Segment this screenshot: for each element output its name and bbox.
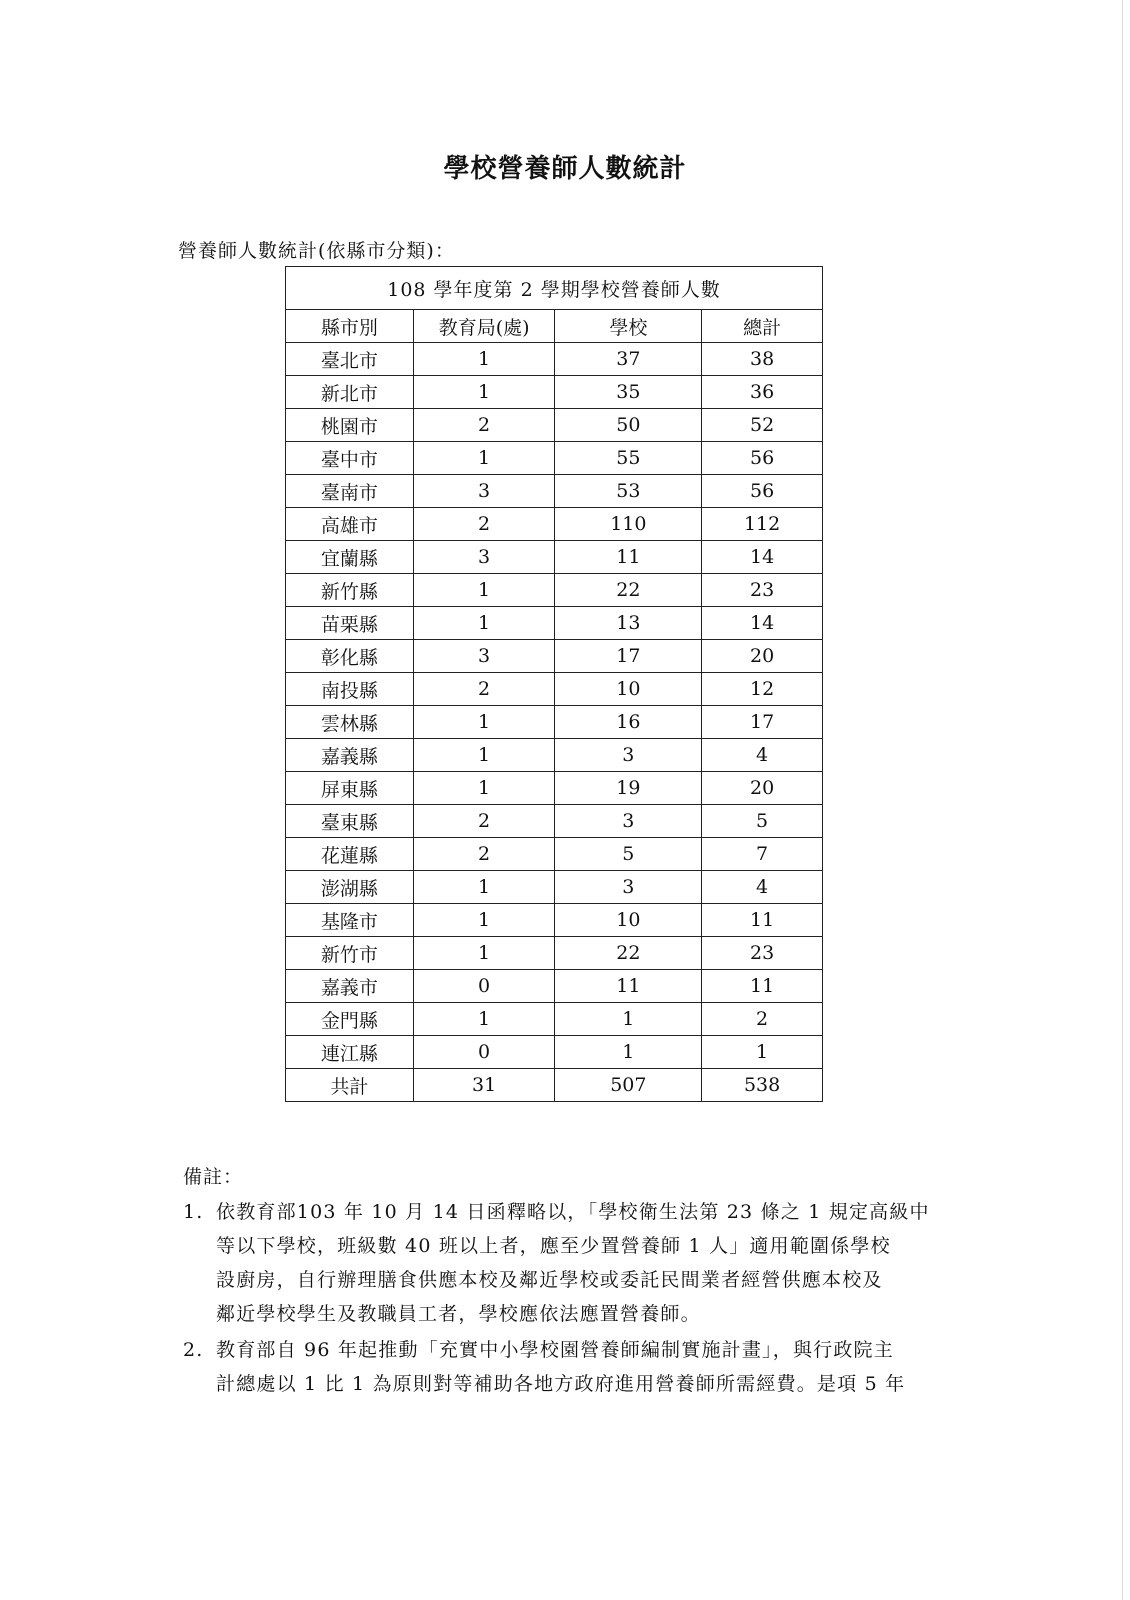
education-bureau-cell: 2 — [413, 508, 555, 541]
notes-heading: 備註： — [183, 1166, 244, 1188]
county-cell: 苗栗縣 — [286, 607, 414, 640]
schools-cell: 10 — [555, 673, 702, 706]
schools-cell: 35 — [555, 376, 702, 409]
total-cell: 112 — [702, 508, 823, 541]
education-bureau-cell: 1 — [413, 442, 555, 475]
dietitian-count-table — [285, 266, 823, 1102]
total-cell: 23 — [702, 937, 823, 970]
column-header-education-bureau: 教育局(處) — [413, 310, 555, 343]
note-item — [183, 1333, 943, 1401]
schools-cell: 19 — [555, 772, 702, 805]
county-cell: 臺東縣 — [286, 805, 414, 838]
education-bureau-cell: 3 — [413, 541, 555, 574]
note-line: 設廚房，自行辦理膳食供應本校及鄰近學校或委託民間業者經營供應本校及 — [216, 1269, 883, 1291]
education-bureau-cell: 2 — [413, 838, 555, 871]
county-cell: 嘉義縣 — [286, 739, 414, 772]
total-schools: 507 — [555, 1069, 702, 1102]
total-overall: 538 — [702, 1069, 823, 1102]
education-bureau-cell: 1 — [413, 574, 555, 607]
county-cell: 南投縣 — [286, 673, 414, 706]
note-line: 教育部自 96 年起推動「充實中小學校園營養師編制實施計畫」，與行政院主 — [216, 1339, 894, 1361]
note-text — [216, 1333, 943, 1401]
total-cell: 12 — [702, 673, 823, 706]
education-bureau-cell: 3 — [413, 475, 555, 508]
notes-list — [183, 1195, 943, 1403]
county-cell: 臺南市 — [286, 475, 414, 508]
education-bureau-cell: 2 — [413, 673, 555, 706]
note-line: 等以下學校，班級數 40 班以上者，應至少置營養師 1 人」適用範圍係學校 — [216, 1235, 891, 1257]
schools-cell: 53 — [555, 475, 702, 508]
column-header-county: 縣市別 — [286, 310, 414, 343]
education-bureau-cell: 1 — [413, 904, 555, 937]
education-bureau-cell: 1 — [413, 607, 555, 640]
education-bureau-cell: 0 — [413, 1036, 555, 1069]
table-header-row — [286, 310, 823, 343]
county-cell: 臺北市 — [286, 343, 414, 376]
table-row — [286, 541, 823, 574]
note-number: 2. — [183, 1339, 204, 1361]
table-body — [286, 343, 823, 1069]
schools-cell: 50 — [555, 409, 702, 442]
table-row — [286, 1003, 823, 1036]
table-row — [286, 706, 823, 739]
table-row — [286, 937, 823, 970]
schools-cell: 11 — [555, 541, 702, 574]
schools-cell: 1 — [555, 1036, 702, 1069]
county-cell: 桃園市 — [286, 409, 414, 442]
education-bureau-cell: 2 — [413, 805, 555, 838]
schools-cell: 110 — [555, 508, 702, 541]
education-bureau-cell: 1 — [413, 706, 555, 739]
schools-cell: 11 — [555, 970, 702, 1003]
total-cell: 52 — [702, 409, 823, 442]
county-cell: 彰化縣 — [286, 640, 414, 673]
education-bureau-cell: 1 — [413, 871, 555, 904]
education-bureau-cell: 1 — [413, 376, 555, 409]
education-bureau-cell: 0 — [413, 970, 555, 1003]
schools-cell: 3 — [555, 805, 702, 838]
note-item — [183, 1195, 943, 1331]
schools-cell: 37 — [555, 343, 702, 376]
column-header-total: 總計 — [702, 310, 823, 343]
note-line: 計總處以 1 比 1 為原則對等補助各地方政府進用營養師所需經費。是項 5 年 — [216, 1373, 906, 1395]
schools-cell: 1 — [555, 1003, 702, 1036]
total-cell: 5 — [702, 805, 823, 838]
education-bureau-cell: 2 — [413, 409, 555, 442]
note-number: 1. — [183, 1201, 204, 1223]
county-cell: 臺中市 — [286, 442, 414, 475]
table-row — [286, 409, 823, 442]
education-bureau-cell: 1 — [413, 739, 555, 772]
total-cell: 7 — [702, 838, 823, 871]
table-row — [286, 970, 823, 1003]
schools-cell: 5 — [555, 838, 702, 871]
schools-cell: 22 — [555, 574, 702, 607]
table-row — [286, 640, 823, 673]
table-row — [286, 805, 823, 838]
schools-cell: 16 — [555, 706, 702, 739]
county-cell: 新竹市 — [286, 937, 414, 970]
county-cell: 雲林縣 — [286, 706, 414, 739]
education-bureau-cell: 1 — [413, 937, 555, 970]
total-cell: 56 — [702, 475, 823, 508]
table-row — [286, 871, 823, 904]
education-bureau-cell: 1 — [413, 343, 555, 376]
county-cell: 宜蘭縣 — [286, 541, 414, 574]
schools-cell: 22 — [555, 937, 702, 970]
county-cell: 新北市 — [286, 376, 414, 409]
table-row — [286, 508, 823, 541]
county-cell: 基隆市 — [286, 904, 414, 937]
total-cell: 4 — [702, 739, 823, 772]
county-cell: 高雄市 — [286, 508, 414, 541]
total-cell: 1 — [702, 1036, 823, 1069]
table-row — [286, 475, 823, 508]
note-line: 依教育部103 年 10 月 14 日函釋略以，「學校衛生法第 23 條之 1 規定高級中 — [216, 1201, 930, 1223]
table-row — [286, 772, 823, 805]
county-cell: 屏東縣 — [286, 772, 414, 805]
total-cell: 20 — [702, 772, 823, 805]
county-cell: 花蓮縣 — [286, 838, 414, 871]
total-cell: 56 — [702, 442, 823, 475]
table-row — [286, 442, 823, 475]
schools-cell: 17 — [555, 640, 702, 673]
table-row — [286, 673, 823, 706]
schools-cell: 3 — [555, 871, 702, 904]
schools-cell: 13 — [555, 607, 702, 640]
county-cell: 金門縣 — [286, 1003, 414, 1036]
county-cell: 嘉義市 — [286, 970, 414, 1003]
total-cell: 17 — [702, 706, 823, 739]
total-cell: 2 — [702, 1003, 823, 1036]
total-cell: 11 — [702, 970, 823, 1003]
scan-edge-line — [1122, 0, 1123, 1600]
table-row — [286, 904, 823, 937]
total-cell: 38 — [702, 343, 823, 376]
total-cell: 14 — [702, 607, 823, 640]
table-intro-label: 營養師人數統計(依縣市分類)： — [178, 240, 455, 262]
county-cell: 澎湖縣 — [286, 871, 414, 904]
total-cell: 11 — [702, 904, 823, 937]
table-row — [286, 739, 823, 772]
total-cell: 36 — [702, 376, 823, 409]
table-row — [286, 376, 823, 409]
total-label: 共計 — [286, 1069, 414, 1102]
education-bureau-cell: 1 — [413, 772, 555, 805]
county-cell: 連江縣 — [286, 1036, 414, 1069]
total-cell: 4 — [702, 871, 823, 904]
page-title: 學校營養師人數統計 — [443, 154, 687, 184]
total-cell: 20 — [702, 640, 823, 673]
education-bureau-cell: 3 — [413, 640, 555, 673]
schools-cell: 55 — [555, 442, 702, 475]
table-row — [286, 343, 823, 376]
county-cell: 新竹縣 — [286, 574, 414, 607]
table-caption: 108 學年度第 2 學期學校營養師人數 — [286, 267, 823, 310]
schools-cell: 3 — [555, 739, 702, 772]
table-row — [286, 607, 823, 640]
table-row — [286, 574, 823, 607]
note-text — [216, 1195, 943, 1331]
table-total-row — [286, 1069, 823, 1102]
table-row — [286, 838, 823, 871]
total-cell: 14 — [702, 541, 823, 574]
total-cell: 23 — [702, 574, 823, 607]
education-bureau-cell: 1 — [413, 1003, 555, 1036]
schools-cell: 10 — [555, 904, 702, 937]
total-education-bureau: 31 — [413, 1069, 555, 1102]
note-line: 鄰近學校學生及教職員工者，學校應依法應置營養師。 — [216, 1303, 701, 1325]
column-header-schools: 學校 — [555, 310, 702, 343]
table-row — [286, 1036, 823, 1069]
